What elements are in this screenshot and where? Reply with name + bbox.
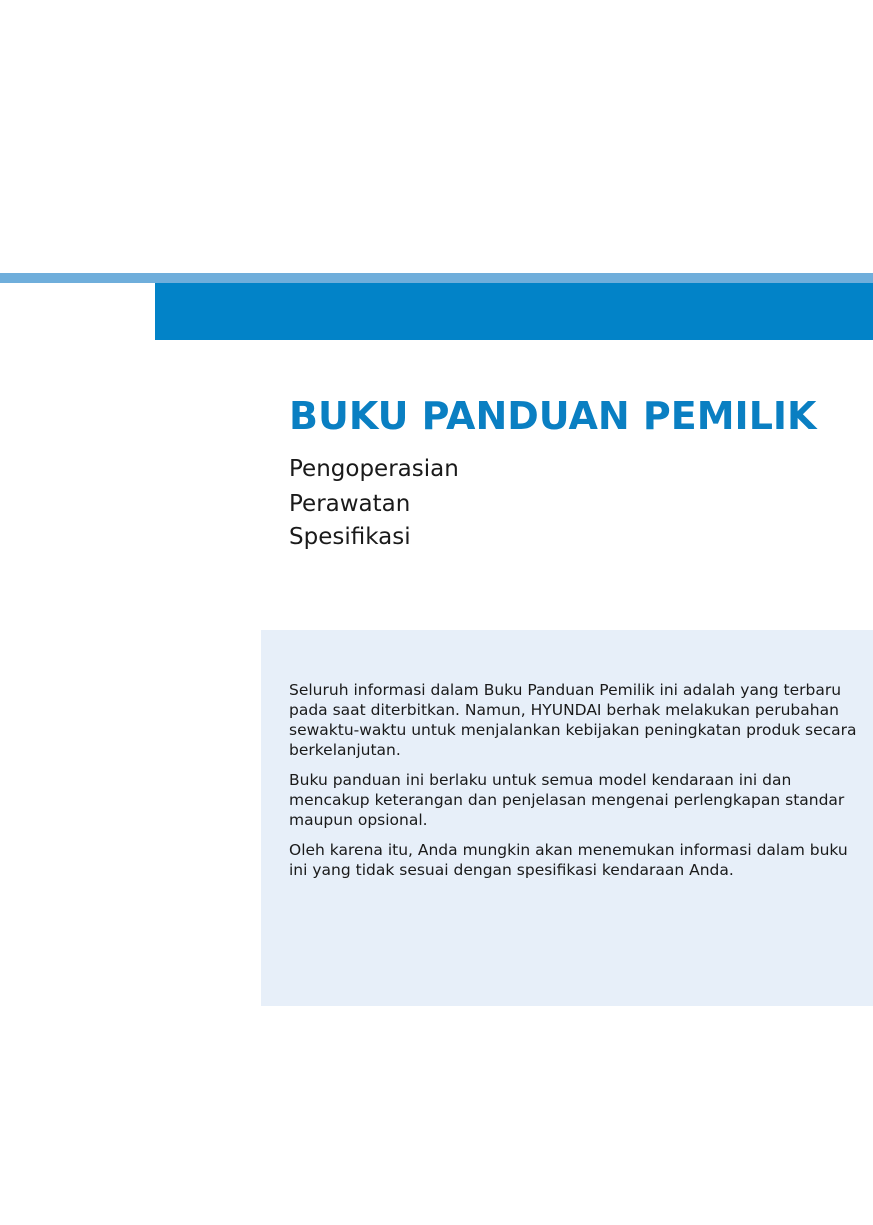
header-accent-stripe: [0, 273, 873, 283]
subtitle-maintenance: Perawatan: [289, 491, 411, 517]
page-title: BUKU PANDUAN PEMILIK: [289, 394, 817, 438]
notice-text: [289, 680, 859, 890]
subtitle-specification: Spesifikasi: [289, 524, 411, 550]
notice-paragraph: Oleh karena itu, Anda mungkin akan menemukan informasi dalam buku ini yang tidak sesuai dengan spesifikasi kendaraan Anda.: [289, 841, 848, 879]
header-accent-bar: [155, 283, 873, 340]
notice-paragraph: Seluruh informasi dalam Buku Panduan Pemilik ini adalah yang terbaru pada saat diterbitkan. Namun, HYUNDAI berhak melakukan perubahan sewaktu-waktu untuk menjalankan kebijakan peningkatan produk secara berkelanjutan.: [289, 681, 857, 759]
notice-paragraph: Buku panduan ini berlaku untuk semua model kendaraan ini dan mencakup keterangan dan penjelasan mengenai perlengkapan standar maupun opsional.: [289, 771, 845, 829]
subtitle-list: [289, 453, 459, 554]
subtitle-operation: Pengoperasian: [289, 456, 459, 482]
